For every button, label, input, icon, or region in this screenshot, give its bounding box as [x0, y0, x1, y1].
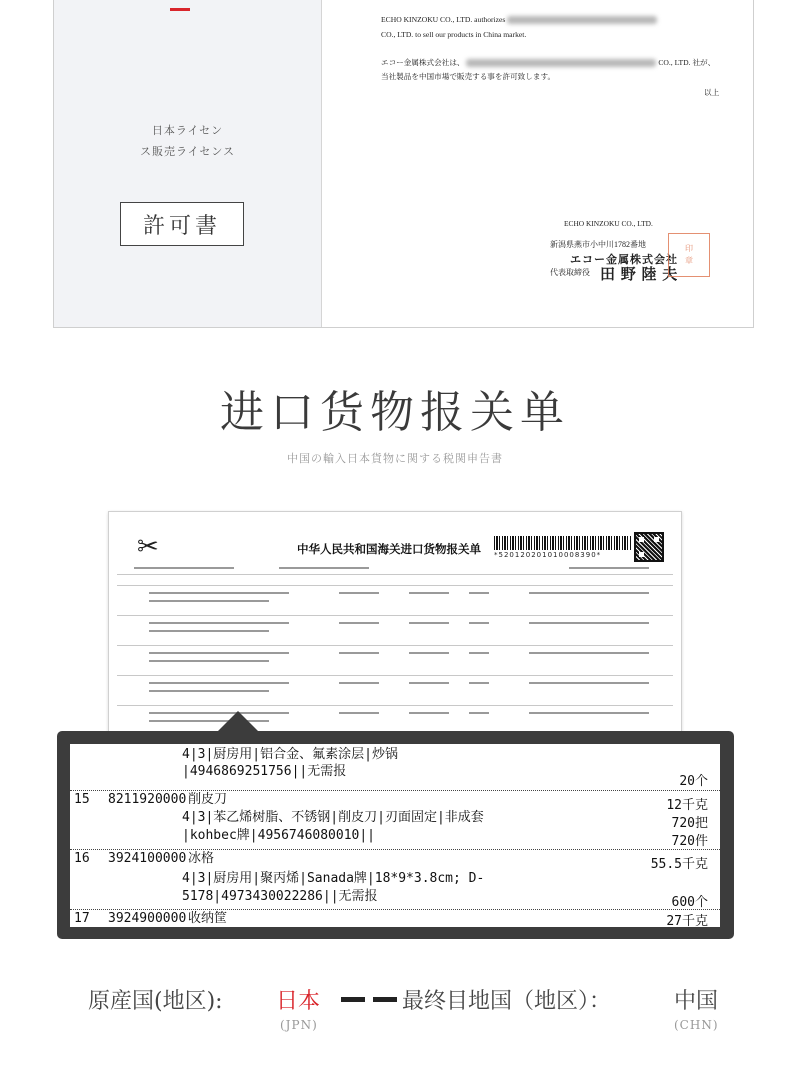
- table-row: [117, 585, 673, 586]
- table-row: [117, 645, 673, 646]
- row16-qty: 600个: [671, 895, 708, 910]
- fine-print: [149, 600, 269, 602]
- row-divider: [70, 790, 720, 791]
- row16-spec-line2: 5178|4973430022286||无需报: [182, 889, 378, 904]
- fine-print: [469, 682, 489, 684]
- zoom-detail: [70, 744, 720, 927]
- fine-print: [469, 622, 489, 624]
- license-desc-line1: 日本ライセン: [151, 124, 224, 137]
- zoom-pointer: [216, 711, 260, 733]
- signature-rep-title: 代表取締役: [550, 268, 590, 277]
- fine-print: [339, 682, 379, 684]
- section-subtitle: 中国の輸入日本貨物に関する税関申告書: [287, 452, 503, 465]
- row17-name: 收纳筐: [188, 911, 228, 926]
- destination-label: 最终目地国（地区）：: [402, 989, 612, 1014]
- table-row: [117, 705, 673, 706]
- fine-print: [469, 712, 489, 714]
- letter-closing: 以上: [704, 88, 720, 97]
- section-title: 进口货物报关单: [220, 387, 570, 438]
- fine-print: [469, 592, 489, 594]
- fine-print: [339, 622, 379, 624]
- fine-print: [339, 592, 379, 594]
- permit-label-box: 許可書: [120, 202, 244, 246]
- row15-no: 15: [74, 792, 90, 807]
- redacted-company: [507, 16, 657, 24]
- fine-print: [149, 660, 269, 662]
- fine-print: [149, 690, 269, 692]
- fine-print: [134, 567, 234, 569]
- row17-no: 17: [74, 911, 90, 926]
- row15-spec-line2: |kohbec牌|4956746080010||: [182, 828, 376, 843]
- fine-print: [279, 567, 369, 569]
- row16-no: 16: [74, 851, 90, 866]
- fine-print: [409, 682, 449, 684]
- customs-emblem-icon: ✂: [137, 532, 159, 562]
- origin-code: (JPN): [280, 1018, 318, 1032]
- fine-print: [149, 622, 289, 624]
- fine-print: [529, 592, 649, 594]
- row16-weight: 55.5千克: [650, 857, 708, 872]
- row14-qty: 20个: [679, 774, 708, 789]
- fine-print: [529, 622, 649, 624]
- signature-address: 新潟県燕市小中川1782番地: [550, 240, 646, 249]
- row15-weight: 12千克: [666, 798, 708, 813]
- arrow-dash-icon: [341, 997, 397, 1002]
- customs-form-image: [108, 511, 682, 763]
- fine-print: [149, 630, 269, 632]
- fine-print: [149, 682, 289, 684]
- qr-code-icon: [634, 532, 664, 562]
- row17-weight: 27千克: [666, 914, 708, 927]
- signature-company-jp: エコー金属株式会社: [570, 254, 678, 266]
- fine-print: [339, 652, 379, 654]
- customs-form-title: 中华人民共和国海关进口货物报关单: [297, 542, 481, 556]
- fine-print: [409, 712, 449, 714]
- origin-value: 日本: [276, 989, 321, 1014]
- table-row: [117, 574, 673, 575]
- row15-qty2: 720件: [671, 834, 708, 849]
- row15-spec-line1: 4|3|苯乙烯树脂、不锈钢|削皮刀|刃面固定|非成套: [182, 810, 484, 825]
- origin-label: 原産国(地区):: [88, 989, 223, 1014]
- letter-jp-line2: 当社製品を中国市場で販売する事を許可致します。: [381, 72, 556, 81]
- license-letter: [322, 0, 753, 327]
- row16-spec-line1: 4|3|厨房用|聚丙烯|Sanada牌|18*9*3.8cm; D-: [182, 871, 485, 886]
- destination-code: (CHN): [674, 1018, 719, 1032]
- row16-code: 3924100000: [108, 851, 187, 866]
- row15-code: 8211920000: [108, 792, 187, 807]
- license-left-panel: [54, 0, 322, 327]
- letter-en-line2: CO., LTD. to sell our products in China market.: [381, 30, 527, 39]
- row15-qty1: 720把: [671, 816, 708, 831]
- fine-print: [529, 652, 649, 654]
- row-divider: [70, 849, 720, 850]
- row17-code: 3924900000: [108, 911, 187, 926]
- row14-spec-line2: |4946869251756||无需报: [182, 764, 347, 779]
- license-card: [53, 0, 754, 328]
- origin-destination: [0, 984, 790, 1024]
- row16-name: 冰格: [188, 851, 215, 866]
- fine-print: [149, 652, 289, 654]
- fine-print: [529, 682, 649, 684]
- barcode-icon: [494, 536, 632, 550]
- fine-print: [149, 592, 289, 594]
- letter-en-line1: ECHO KINZOKU CO., LTD. authorizes: [381, 15, 657, 24]
- fine-print: [409, 622, 449, 624]
- company-seal-icon: 印 章: [668, 233, 710, 277]
- fine-print: [409, 652, 449, 654]
- accent-dash: [170, 8, 190, 11]
- fine-print: [529, 712, 649, 714]
- row15-name: 削皮刀: [188, 792, 228, 807]
- table-row: [117, 675, 673, 676]
- fine-print: [569, 567, 649, 569]
- row14-spec-line1: 4|3|厨房用|铝合金、氟素涂层|炒锅: [182, 747, 398, 762]
- letter-jp-line1: エコー金属株式会社は、 CO., LTD. 社が、: [381, 58, 716, 67]
- signature-rep-name: 田 野 陸 夫: [600, 267, 679, 283]
- barcode-number: *520120201010008390*: [494, 551, 602, 559]
- license-desc-line2: ス販売ライセンス: [139, 145, 235, 158]
- redacted-company-jp: [466, 59, 656, 67]
- fine-print: [409, 592, 449, 594]
- destination-value: 中国: [674, 989, 719, 1014]
- fine-print: [339, 712, 379, 714]
- fine-print: [469, 652, 489, 654]
- table-row: [117, 615, 673, 616]
- signature-company-en: ECHO KINZOKU CO., LTD.: [564, 219, 653, 228]
- row-divider: [70, 909, 720, 910]
